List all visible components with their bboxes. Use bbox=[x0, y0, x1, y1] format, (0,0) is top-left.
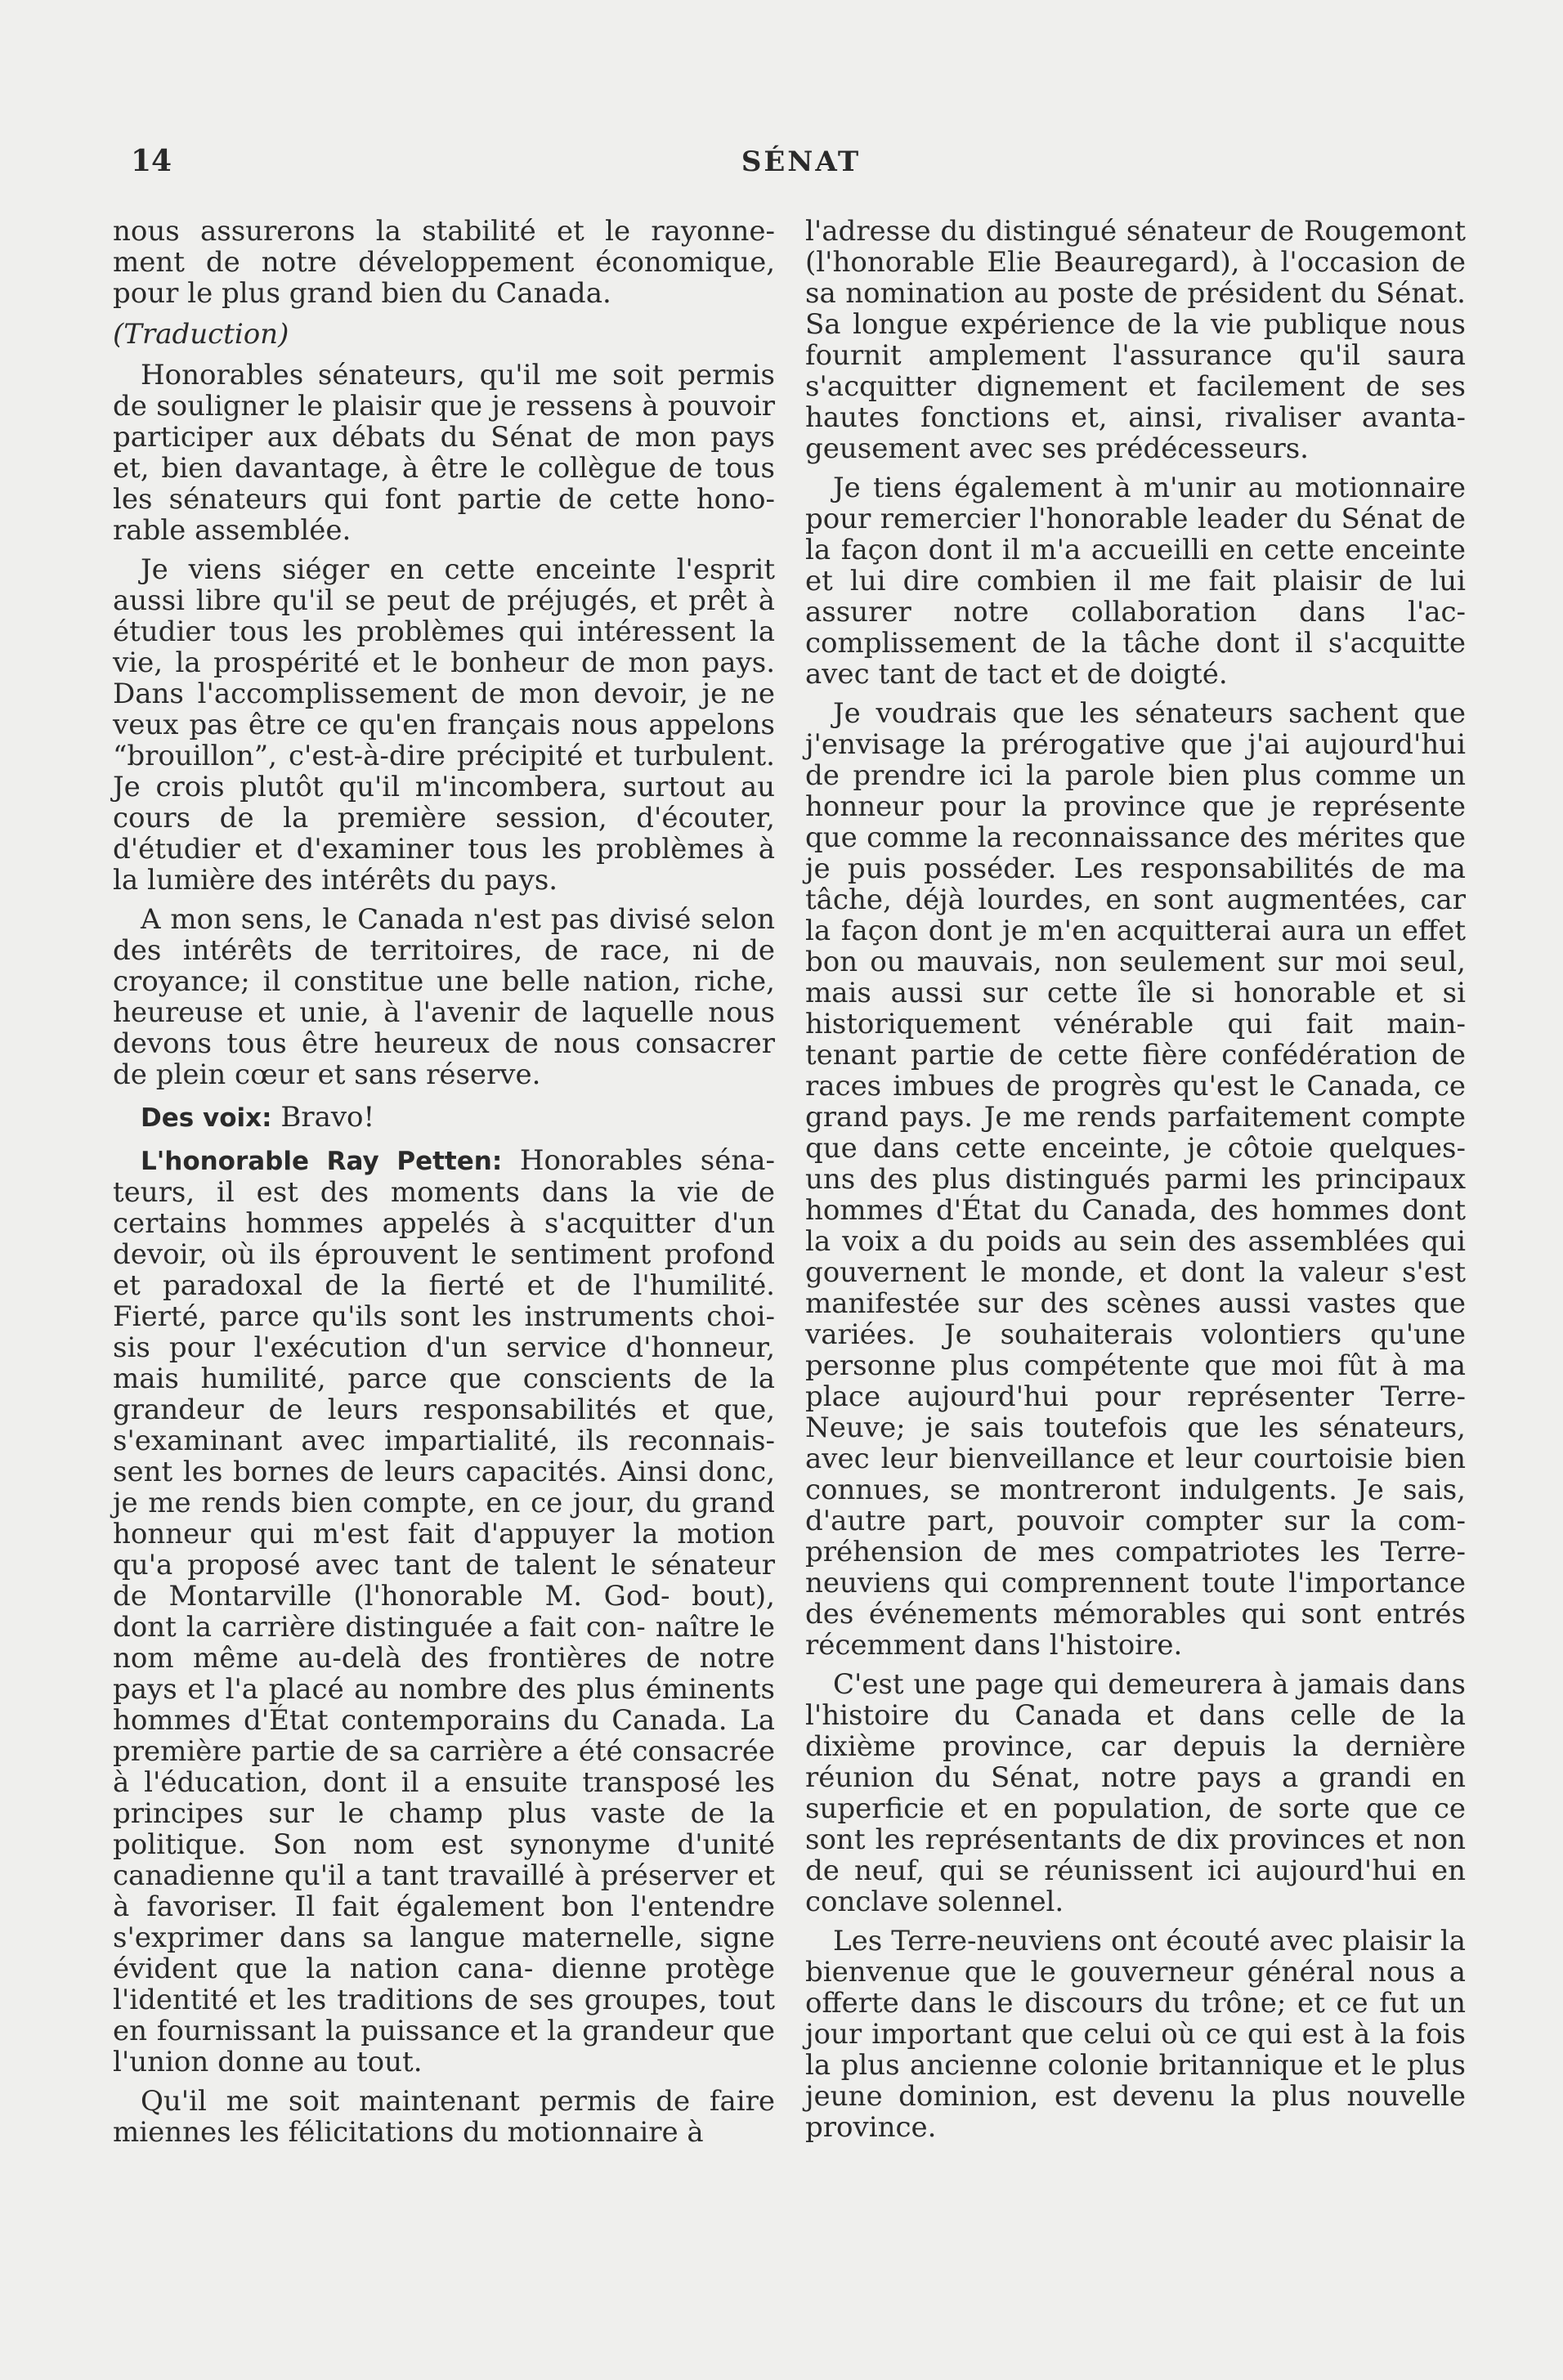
paragraph: C'est une page qui demeurera à jamais dans l'histoire du Canada et dans celle de la dixième province, car depuis la dernière réunion du Sénat, notre pays a grandi en superficie et en population, de sorte que ce sont les représentants de dix provinces et non de neuf, qui se réunissent ici aujourd'hui en conclave solennel. bbox=[805, 1668, 1466, 1918]
paragraph: A mon sens, le Canada n'est pas divisé selon des intérêts de territoires, de race, ni de croyance; il constitue une belle nation, riche, heureuse et unie, à l'avenir de laquelle nous devons tous être heureux de nous consacrer de plein cœur et sans réserve. bbox=[113, 903, 775, 1091]
speaker-paragraph bbox=[113, 1102, 775, 1134]
paragraph: Les Terre-neuviens ont écouté avec plaisir la bienvenue que le gouverneur général nous a offerte dans le discours du trône; et ce fut un jour important que celui où ce qui est à la fois la plus ancienne colonie britannique et le plus jeune dominion, est devenu la plus nouvelle province. bbox=[805, 1925, 1466, 2144]
left-column bbox=[113, 216, 775, 2156]
running-title: SÉNAT bbox=[741, 145, 862, 178]
paragraph: Qu'il me soit maintenant permis de faire miennes les félicitations du motionnaire à bbox=[113, 2085, 775, 2149]
speaker-paragraph bbox=[113, 1145, 775, 2078]
paragraph: nous assurerons la stabilité et le rayonne- ment de notre développement économique, pour le plus grand bien du Canada. bbox=[113, 215, 775, 310]
page-number: 14 bbox=[131, 144, 172, 178]
speech-text: Bravo! bbox=[280, 1101, 375, 1134]
speech-text: Honorables séna- teurs, il est des moments dans la vie de certains hommes appelés à s'acquitter d'un devoir, où ils éprouvent le sentiment profond et paradoxal de la fierté et de l'humilité. Fierté, parce qu'ils sont les instruments choi- sis pour l'exécution d'un service d'honneur, mais humilité, parce que conscients de la grandeur de leurs responsabilités et que, s'examinant avec impartialité, ils reconnais- sent les bornes de leurs capacités. Ainsi donc, je me rends bien compte, en ce jour, du grand honneur qui m'est fait d'appuyer la motion qu'a proposé avec tant de talent le sénateur de Montarville (l'honorable M. God- bout), dont la carrière distinguée a fait con- naître le nom même au-delà des frontières de notre pays et l'a placé au nombre des plus éminents hommes d'État contemporains du Canada. La première partie de sa carrière a été consacrée à l'éducation, dont il a ensuite transposé les principes sur le champ plus vaste de la politique. Son nom est synonyme d'unité canadienne qu'il a tant travaillé à préserver et à favoriser. Il fait également bon l'entendre s'exprimer dans sa langue maternelle, signe évident que la nation cana- dienne protège l'identité et les traditions de ses groupes, tout en fournissant la puissance et la grandeur que l'union donne au tout. bbox=[113, 1144, 775, 2078]
paragraph: Je tiens également à m'unir au motionnaire pour remercier l'honorable leader du Sénat de la façon dont il m'a accueilli en cette enceinte et lui dire combien il me fait plaisir de lui assurer notre collaboration dans l'ac- complissement de la tâche dont il s'acquitte avec tant de tact et de doigté. bbox=[805, 472, 1466, 691]
speaker-name: L'honorable Ray Petten: bbox=[141, 1147, 503, 1176]
translation-marker: (Traduction) bbox=[113, 318, 289, 351]
right-column bbox=[805, 216, 1466, 2151]
paragraph: Je viens siéger en cette enceinte l'esprit aussi libre qu'il se peut de préjugés, et prêt à étudier tous les problèmes qui intéressent la vie, la prospérité et le bonheur de mon pays. Dans l'accomplissement de mon devoir, je ne veux pas être ce qu'en français nous appelons “brouillon”, c'est-à-dire précipité et turbulent. Je crois plutôt qu'il m'incombera, surtout au cours de la première session, d'écouter, d'étudier et d'examiner tous les problèmes à la lumière des intérêts du pays. bbox=[113, 553, 775, 897]
paragraph: Honorables sénateurs, qu'il me soit permis de souligner le plaisir que je ressens à pouvoir participer aux débats du Sénat de mon pays et, bien davantage, à être le collègue de tous les sénateurs qui font partie de cette hono- rable assemblée. bbox=[113, 359, 775, 547]
page-header bbox=[131, 137, 1471, 186]
paragraph: Je voudrais que les sénateurs sachent que j'envisage la prérogative que j'ai aujourd'hui de prendre ici la parole bien plus comme un honneur pour la province que je représente que comme la reconnaissance des mérites que je puis posséder. Les responsabilités de ma tâche, déjà lourdes, en sont augmentées, car la façon dont je m'en acquitterai aura un effet bon ou mauvais, non seulement sur moi seul, mais aussi sur cette île si honorable et si historiquement vénérable qui fait main- tenant partie de cette fière confédération de races imbues de progrès qu'est le Canada, ce grand pays. Je me rends parfaitement compte que dans cette enceinte, je côtoie quelques-uns des plus distingués parmi les principaux hommes d'État du Canada, des hommes dont la voix a du poids au sein des assemblées qui gouvernent le monde, et dont la valeur s'est manifestée sur des scènes aussi vastes que variées. Je souhaiterais volontiers qu'une personne plus compétente que moi fût à ma place aujourd'hui pour représenter Terre- Neuve; je sais toutefois que les sénateurs, avec leur bienveillance et leur courtoisie bien connues, se montreront indulgents. Je sais, d'autre part, pouvoir compter sur la com- préhension de mes compatriotes les Terre- neuviens qui comprennent toute l'importance des événements mémorables qui sont entrés récemment dans l'histoire. bbox=[805, 697, 1466, 1662]
speaker-name: Des voix: bbox=[141, 1103, 272, 1133]
paragraph: l'adresse du distingué sénateur de Rougemont (l'honorable Elie Beauregard), à l'occasion de sa nomination au poste de président du Sénat. Sa longue expérience de la vie publique nous fournit amplement l'assurance qu'il saura s'acquitter dignement et facilement de ses hautes fonctions et, ainsi, rivaliser avanta- geusement avec ses prédécesseurs. bbox=[805, 215, 1466, 465]
